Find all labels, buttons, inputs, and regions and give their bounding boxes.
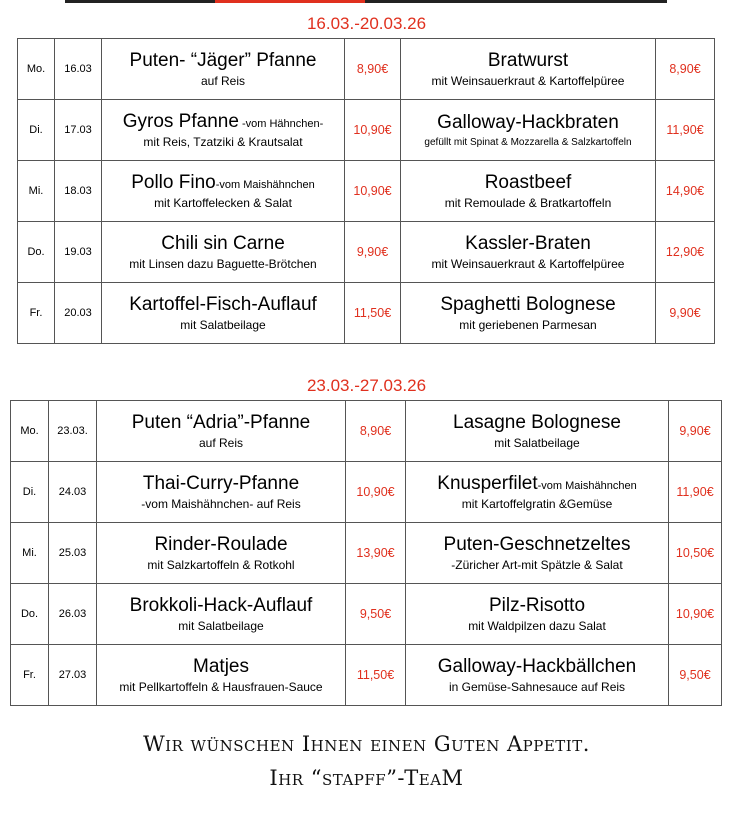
weekday: Mo. — [11, 401, 49, 462]
date: 23.03. — [49, 401, 97, 462]
dish-1-side: auf Reis — [200, 73, 246, 88]
dish-1-cell — [102, 283, 345, 344]
dish-2-cell — [401, 222, 656, 283]
dish-2-price: 11,90€ — [656, 100, 715, 161]
dish-2-cell — [401, 161, 656, 222]
dish-1-name-line — [102, 294, 344, 316]
date: 27.03 — [49, 645, 97, 706]
dish-1-price: 8,90€ — [345, 39, 401, 100]
dish-1-name: Pollo Fino — [131, 171, 216, 193]
dish-2-side: -Züricher Art-mit Spätzle & Salat — [451, 557, 623, 572]
dish-1-note: -vom Maishähnchen — [215, 178, 315, 191]
dish-2-name: Pilz-Risotto — [488, 594, 586, 616]
dish-1-side: auf Reis — [198, 435, 244, 450]
dish-2-side: mit Salatbeilage — [494, 435, 580, 450]
dish-2-name-line — [406, 595, 668, 617]
menu-row — [11, 523, 722, 584]
dish-1-side: mit Reis, Tzatziki & Krautsalat — [143, 134, 303, 149]
dish-1-side: mit Linsen dazu Baguette-Brötchen — [129, 256, 317, 271]
dish-1-price: 10,90€ — [345, 100, 401, 161]
dish-2-price: 10,50€ — [669, 523, 722, 584]
dish-2-name-line — [406, 534, 668, 556]
dish-2-name-line — [406, 473, 668, 495]
dish-2-name-line — [401, 112, 655, 134]
dish-2-side: gefüllt mit Spinat & Mozzarella & Salzkartoffeln — [424, 136, 632, 148]
dish-1-cell — [97, 584, 346, 645]
dish-2-side: mit Kartoffelgratin &Gemüse — [461, 496, 613, 511]
menu-row — [11, 645, 722, 706]
dish-2-price: 14,90€ — [656, 161, 715, 222]
dish-1-price: 9,90€ — [345, 222, 401, 283]
dish-2-cell — [401, 39, 656, 100]
menu-row — [18, 39, 715, 100]
dish-1-name-line — [97, 412, 345, 434]
menu-row — [18, 283, 715, 344]
dish-2-price: 11,90€ — [669, 462, 722, 523]
dish-1-cell — [97, 462, 346, 523]
dish-1-name: Matjes — [193, 655, 249, 677]
dish-1-price: 13,90€ — [346, 523, 406, 584]
dish-1-cell — [102, 39, 345, 100]
dish-2-cell — [406, 401, 669, 462]
date: 26.03 — [49, 584, 97, 645]
dish-1-name: Rinder-Roulade — [154, 533, 288, 555]
dish-1-name: Kartoffel-Fisch-Auflauf — [129, 293, 317, 315]
date: 25.03 — [49, 523, 97, 584]
dish-2-side: mit geriebenen Parmesan — [459, 317, 597, 332]
dish-1-cell — [102, 161, 345, 222]
menu-row — [11, 462, 722, 523]
dish-1-name: Chili sin Carne — [161, 232, 285, 254]
dish-2-side: in Gemüse-Sahnesauce auf Reis — [448, 679, 626, 694]
dish-1-side: mit Salatbeilage — [180, 317, 266, 332]
dish-2-price: 12,90€ — [656, 222, 715, 283]
dish-1-cell — [97, 401, 346, 462]
dish-2-note: -vom Maishähnchen — [537, 479, 637, 492]
dish-2-name: Galloway-Hackbraten — [437, 111, 619, 133]
dish-2-name: Lasagne Bolognese — [453, 411, 621, 433]
dish-2-price: 8,90€ — [656, 39, 715, 100]
dish-1-price: 9,50€ — [346, 584, 406, 645]
dish-2-name: Kassler-Braten — [465, 232, 591, 254]
dish-1-side: mit Pellkartoffeln & Hausfrauen-Sauce — [119, 679, 323, 694]
dish-2-cell — [406, 462, 669, 523]
date: 19.03 — [55, 222, 102, 283]
menu-row — [18, 100, 715, 161]
dish-2-side: mit Weinsauerkraut & Kartoffelpüree — [431, 73, 625, 88]
dish-1-name: Brokkoli-Hack-Auflauf — [129, 594, 313, 616]
dish-2-name-line — [401, 50, 655, 72]
dish-2-name-line — [406, 412, 668, 434]
week-1-menu-table — [17, 38, 715, 344]
top-rule — [65, 0, 667, 3]
dish-2-name: Puten-Geschnetzeltes — [443, 533, 631, 555]
dish-1-name-line — [97, 534, 345, 556]
weekday: Do. — [11, 584, 49, 645]
dish-2-cell — [406, 584, 669, 645]
week-1-title: 16.03.-20.03.26 — [306, 14, 427, 33]
dish-1-cell — [97, 645, 346, 706]
menu-row — [18, 161, 715, 222]
dish-1-price: 11,50€ — [346, 645, 406, 706]
date: 20.03 — [55, 283, 102, 344]
date: 16.03 — [55, 39, 102, 100]
dish-2-name: Knusperfilet — [437, 472, 538, 494]
dish-2-side: mit Waldpilzen dazu Salat — [468, 618, 606, 633]
dish-2-cell — [401, 283, 656, 344]
dish-1-price: 10,90€ — [345, 161, 401, 222]
dish-1-side: mit Salatbeilage — [178, 618, 264, 633]
dish-1-side: mit Salzkartoffeln & Rotkohl — [147, 557, 295, 572]
menu-row — [11, 401, 722, 462]
closing-line-team: Ihr “stapff”-TeaM — [269, 766, 464, 790]
dish-2-price: 10,90€ — [669, 584, 722, 645]
dish-2-side: mit Remoulade & Bratkartoffeln — [444, 195, 612, 210]
dish-2-price: 9,50€ — [669, 645, 722, 706]
menu-row — [18, 222, 715, 283]
weekday: Mo. — [18, 39, 55, 100]
dish-1-cell — [97, 523, 346, 584]
dish-1-name: Puten “Adria”-Pfanne — [131, 411, 311, 433]
dish-1-side: mit Kartoffelecken & Salat — [154, 195, 292, 210]
week-2-title: 23.03.-27.03.26 — [306, 376, 427, 395]
dish-1-name-line — [102, 233, 344, 255]
weekday: Mi. — [11, 523, 49, 584]
dish-1-note: -vom Hähnchen- — [238, 117, 324, 130]
weekday: Fr. — [11, 645, 49, 706]
menu-row — [11, 584, 722, 645]
dish-2-name: Bratwurst — [487, 49, 569, 71]
dish-2-side: mit Weinsauerkraut & Kartoffelpüree — [431, 256, 625, 271]
dish-2-name-line — [406, 656, 668, 678]
date: 24.03 — [49, 462, 97, 523]
dish-1-name: Thai-Curry-Pfanne — [142, 472, 300, 494]
dish-2-name-line — [401, 172, 655, 194]
dish-1-cell — [102, 100, 345, 161]
dish-2-name: Roastbeef — [484, 171, 572, 193]
dish-2-cell — [406, 523, 669, 584]
weekday: Do. — [18, 222, 55, 283]
weekday: Mi. — [18, 161, 55, 222]
dish-2-price: 9,90€ — [656, 283, 715, 344]
dish-2-cell — [401, 100, 656, 161]
dish-1-price: 11,50€ — [345, 283, 401, 344]
dish-1-side: -vom Maishähnchen- auf Reis — [141, 496, 301, 511]
date: 17.03 — [55, 100, 102, 161]
top-rule-accent — [215, 0, 365, 3]
dish-1-name: Gyros Pfanne — [122, 110, 239, 132]
dish-2-name-line — [401, 294, 655, 316]
dish-1-price: 8,90€ — [346, 401, 406, 462]
dish-1-name-line — [102, 111, 344, 133]
closing-line-appetit: Wir wünschen Ihnen einen Guten Appetit. — [143, 732, 590, 756]
dish-1-name-line — [102, 172, 344, 194]
dish-2-name-line — [401, 233, 655, 255]
date: 18.03 — [55, 161, 102, 222]
weekday: Di. — [11, 462, 49, 523]
dish-1-name-line — [97, 473, 345, 495]
dish-2-name: Galloway-Hackbällchen — [437, 655, 637, 677]
dish-2-price: 9,90€ — [669, 401, 722, 462]
dish-2-name: Spaghetti Bolognese — [440, 293, 616, 315]
dish-1-price: 10,90€ — [346, 462, 406, 523]
dish-1-name-line — [97, 595, 345, 617]
weekday: Fr. — [18, 283, 55, 344]
weekday: Di. — [18, 100, 55, 161]
dish-2-cell — [406, 645, 669, 706]
week-2-menu-table — [10, 400, 722, 706]
dish-1-cell — [102, 222, 345, 283]
dish-1-name: Puten- “Jäger” Pfanne — [129, 49, 317, 71]
dish-1-name-line — [102, 50, 344, 72]
dish-1-name-line — [97, 656, 345, 678]
